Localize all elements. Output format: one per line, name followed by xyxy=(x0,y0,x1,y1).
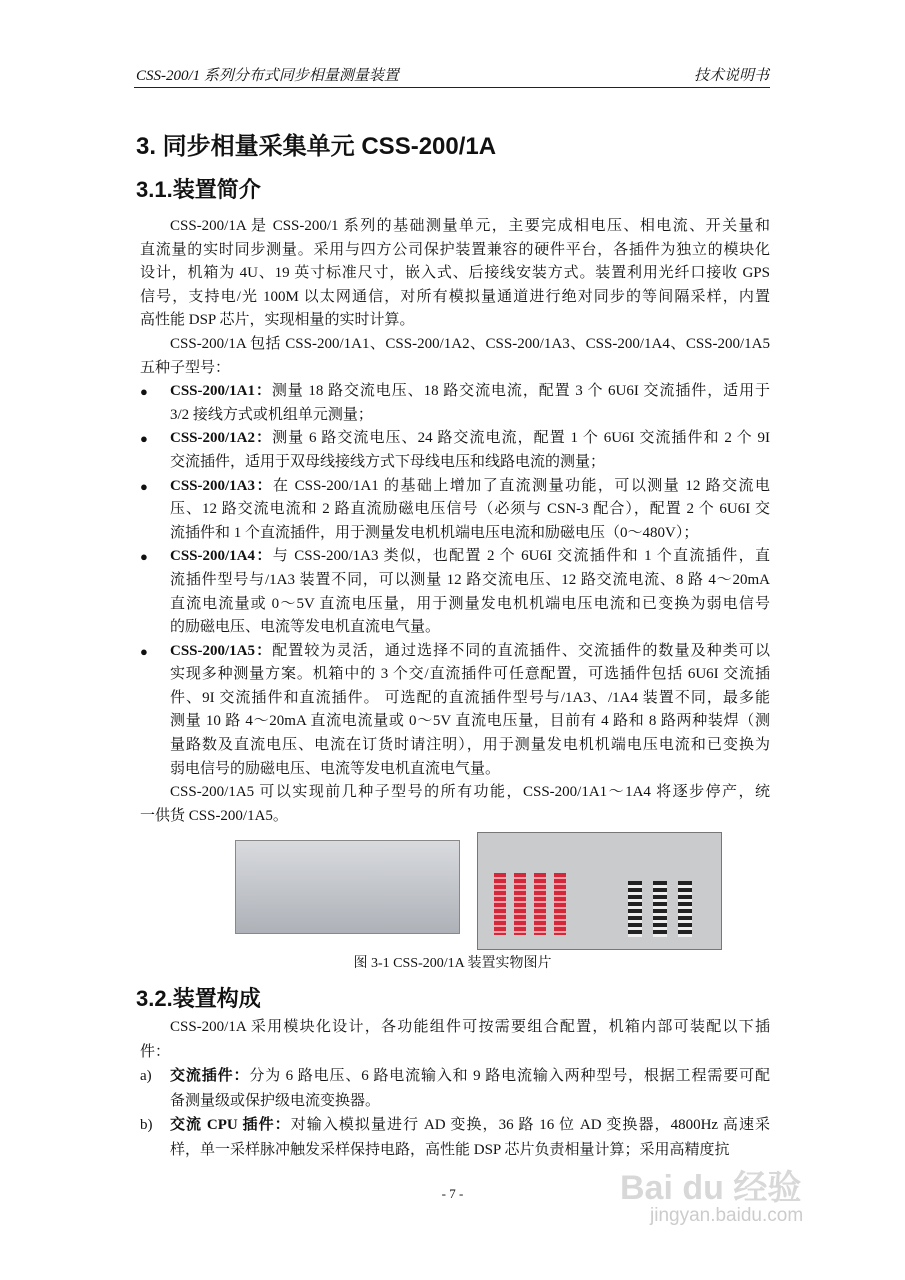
bullet-item-line: 3/2 接线方式或机组单元测量； xyxy=(170,406,373,423)
paragraph-line: 信号，支持电/光 100M 以太网通信，对所有模拟量通道进行绝对同步的等间隔采样，内置 xyxy=(140,288,770,305)
bullet-item-line: CSS-200/1A4：与 CSS-200/1A3 类似，也配置 2 个 6U6I 交流插件和 1 个直流插件，直 xyxy=(170,548,771,565)
header-divider xyxy=(134,87,770,88)
bullet-icon: ● xyxy=(140,643,148,659)
list-item-label: 交流 CPU 插件： xyxy=(170,1117,291,1133)
bullet-icon: ● xyxy=(140,384,148,400)
page-number: - 7 - xyxy=(441,1186,464,1201)
bullet-item-label: CSS-200/1A4： xyxy=(170,548,273,565)
paragraph-line: CSS-200/1A 是 CSS-200/1 系列的基础测量单元，主要完成相电压、相电流、开关量和 xyxy=(170,218,770,234)
paragraph-line: 高性能 DSP 芯片，实现相量的实时计算。 xyxy=(140,312,415,329)
paragraph-line: CSS-200/1A 采用模块化设计，各功能组件可按需要组合配置，机箱内部可装配以下插 xyxy=(170,1019,770,1035)
figure-caption: 图 3-1 CSS-200/1A 装置实物图片 xyxy=(353,956,552,971)
bullet-icon: ● xyxy=(140,431,148,447)
header-doc-type: 技术说明书 xyxy=(693,68,769,84)
bullet-item xyxy=(140,640,770,782)
paragraph-line: 直流量的实时同步测量。采用与四方公司保护装置兼容的硬件平台，各插件为独立的模块化 xyxy=(140,241,770,258)
section-3-2-body xyxy=(140,1015,770,1162)
paragraph-line: 一供货 CSS-200/1A5。 xyxy=(140,807,288,824)
bullet-item-line: 流插件型号与/1A3 装置不同，可以测量 12 路交流电压、12 路交流电流、8 路 4～20mA xyxy=(170,571,770,588)
paragraph-line: 设计，机箱为 4U、19 英寸标准尺寸，嵌入式、后接线安装方式。装置利用光纤口接收 GPS xyxy=(140,265,770,282)
paragraph-line: 五种子型号： xyxy=(140,359,231,376)
device-front-photo xyxy=(235,840,460,934)
bullet-item-line: 直流电流量或 0～5V 直流电压量，用于测量发电机机端电压电流和已变换为弱电信号 xyxy=(170,595,770,612)
bullet-item-label: CSS-200/1A1： xyxy=(170,383,272,400)
bullet-item-label: CSS-200/1A3： xyxy=(170,477,273,494)
bullet-item xyxy=(140,427,770,474)
list-marker: b) xyxy=(140,1117,153,1133)
bullet-item-line: 件、9I 交流插件和直流插件。 可选配的直流插件型号与/1A3、/1A4 装置不同，最多能 xyxy=(170,689,770,706)
bullet-item-line: CSS-200/1A5：配置较为灵活，通过选择不同的直流插件、交流插件的数量及种类可以 xyxy=(170,642,770,659)
list-marker: a) xyxy=(140,1068,152,1084)
bullet-item-line: 的励磁电压、电流等发电机直流电气量。 xyxy=(170,619,441,636)
section-heading-3-1: 3.1.装置简介 xyxy=(136,177,261,202)
bullet-item xyxy=(140,545,770,639)
list-item-line: 备测量级或保护级电流变换器。 xyxy=(170,1092,381,1109)
bullet-item-line: 压、12 路交流电流和 2 路直流励磁电压信号（必须与 CSN-3 配合），配置 2 个 6U6I 交 xyxy=(170,501,770,518)
header-title: CSS-200/1 系列分布式同步相量测量装置 xyxy=(136,68,399,84)
bullet-item-label: CSS-200/1A2： xyxy=(170,430,273,447)
section-heading-3-2: 3.2.装置构成 xyxy=(136,986,261,1011)
watermark-logo: Bai du 经验 xyxy=(620,1169,802,1207)
paragraph-line: CSS-200/1A 包括 CSS-200/1A1、CSS-200/1A2、CSS-200/1A3、CSS-200/1A4、CSS-200/1A5 xyxy=(170,335,770,352)
bullet-item-line: 实现多种测量方案。机箱中的 3 个交/直流插件可任意配置，可选插件包括 6U6I 交流插 xyxy=(170,666,770,683)
bullet-item xyxy=(140,380,770,427)
bullet-icon: ● xyxy=(140,478,148,494)
device-rear-photo xyxy=(477,832,722,950)
section-3-1-body xyxy=(140,215,770,828)
bullet-item-line: CSS-200/1A2：测量 6 路交流电压、24 路交流电流，配置 1 个 6U6I 交流插件和 2 个 9I xyxy=(170,430,770,447)
chapter-title: 3. 同步相量采集单元 CSS-200/1A xyxy=(136,133,497,160)
paragraph-line: 件： xyxy=(140,1043,171,1060)
bullet-item-line: 弱电信号的励磁电压、电流等发电机直流电气量。 xyxy=(170,760,501,777)
bullet-item xyxy=(140,475,770,546)
list-item-line: 样，单一采样脉冲触发采样保持电路，高性能 DSP 芯片负责相量计算；采用高精度抗 xyxy=(170,1141,730,1158)
list-item xyxy=(140,1064,770,1113)
bullet-item-line: CSS-200/1A3：在 CSS-200/1A1 的基础上增加了直流测量功能，可以测量 12 路交流电 xyxy=(170,477,771,494)
list-item xyxy=(140,1113,770,1162)
bullet-icon: ● xyxy=(140,549,148,565)
bullet-item-line: CSS-200/1A1：测量 18 路交流电压、18 路交流电流，配置 3 个 6U6I 交流插件，适用于 xyxy=(170,383,770,400)
watermark-url: jingyan.baidu.com xyxy=(650,1205,804,1226)
bullet-item-line: 交流插件，适用于双母线接线方式下母线电压和线路电流的测量； xyxy=(170,453,606,470)
bullet-item-label: CSS-200/1A5： xyxy=(170,642,273,659)
list-item-line: 交流插件：分为 6 路电压、6 路电流输入和 9 路电流输入两种型号，根据工程需要可配 xyxy=(170,1068,770,1084)
paragraph-line: CSS-200/1A5 可以实现前几种子型号的所有功能，CSS-200/1A1～1A4 将逐步停产，统 xyxy=(170,784,770,801)
list-item-label: 交流插件： xyxy=(170,1068,250,1084)
list-item-line: 交流 CPU 插件：对输入模拟量进行 AD 变换，36 路 16 位 AD 变换器，4800Hz 高速采 xyxy=(170,1117,770,1133)
bullet-item-line: 量路数及直流电压、电流在订货时请注明），用于测量发电机机端电压电流和已变换为 xyxy=(170,737,770,754)
bullet-item-line: 测量 10 路 4～20mA 直流电流量或 0～5V 直流电压量，目前有 4 路和 8 路两种装焊（测 xyxy=(170,713,770,730)
bullet-item-line: 流插件和 1 个直流插件，用于测量发电机机端电压电流和励磁电压（0～480V）； xyxy=(170,524,699,541)
device-photos xyxy=(235,830,725,950)
